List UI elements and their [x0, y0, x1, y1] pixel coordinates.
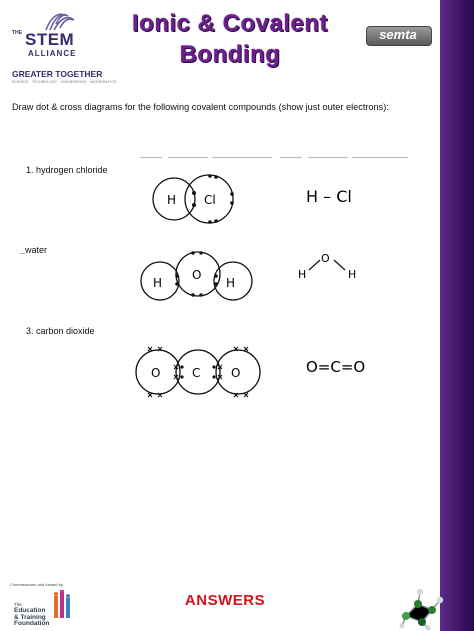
logo-tagline: GREATER TOGETHER: [12, 69, 103, 79]
funder-line-1: The: [14, 602, 22, 607]
water-o-atom: O: [192, 268, 202, 282]
water-structural-h-right: H: [348, 268, 357, 281]
answers-label: ANSWERS: [184, 592, 266, 609]
water-dot-cross-diagram: [138, 250, 274, 310]
water-h-right-atom: H: [226, 276, 236, 290]
logo-alliance-text: ALLIANCE: [28, 49, 77, 58]
hcl-dot-cross-diagram: [148, 172, 268, 232]
hcl-structural-formula: [306, 186, 366, 208]
page-title-line1: Ionic & Covalent: [131, 10, 329, 37]
water-structural-h-left: H: [298, 268, 307, 281]
co2-c-atom: C: [192, 366, 201, 380]
molecule-model-icon: [398, 586, 444, 630]
logo-subline: SCIENCE · TECHNOLOGY · ENGINEERING · MATHEMATICS: [12, 80, 117, 84]
page-title: [110, 8, 350, 70]
right-side-strip: [440, 0, 474, 631]
co2-dot-cross-diagram: [134, 346, 270, 398]
page-title-line2: Bonding: [179, 41, 281, 68]
water-structural-o: O: [321, 252, 330, 265]
funder-line-4: Foundation: [14, 620, 50, 627]
question-1-label: 1. hydrogen chloride: [26, 165, 108, 175]
water-structural-formula: [296, 250, 366, 284]
funder-name: [14, 608, 49, 628]
co2-structural-text: O=C=O: [306, 358, 366, 376]
logo-stem-text: STEM: [25, 30, 75, 49]
co2-structural-formula: [306, 356, 386, 378]
hcl-h-atom: H: [167, 193, 177, 207]
funder-line-3: & Training: [14, 613, 46, 621]
question-3-label: 3. carbon dioxide: [26, 326, 95, 336]
logo-the-text: THE: [12, 30, 22, 36]
funding-note: Commissioned and funded by: [10, 582, 63, 587]
question-2-label: [20, 245, 47, 255]
hcl-structural-text: H – Cl: [306, 187, 352, 206]
funder-line-2: Education: [14, 607, 46, 614]
question-2-text: water: [25, 245, 48, 255]
faint-scan-line: [140, 156, 408, 159]
water-h-left-atom: H: [153, 276, 163, 290]
instruction-text: Draw dot & cross diagrams for the following covalent compounds (show just outer electrons):: [12, 102, 389, 112]
question-2-mark: _: [20, 245, 26, 255]
co2-o-right-atom: O: [231, 366, 241, 380]
semta-badge: semta: [379, 27, 417, 42]
hcl-cl-atom: Cl: [204, 193, 216, 207]
co2-o-left-atom: O: [151, 366, 161, 380]
